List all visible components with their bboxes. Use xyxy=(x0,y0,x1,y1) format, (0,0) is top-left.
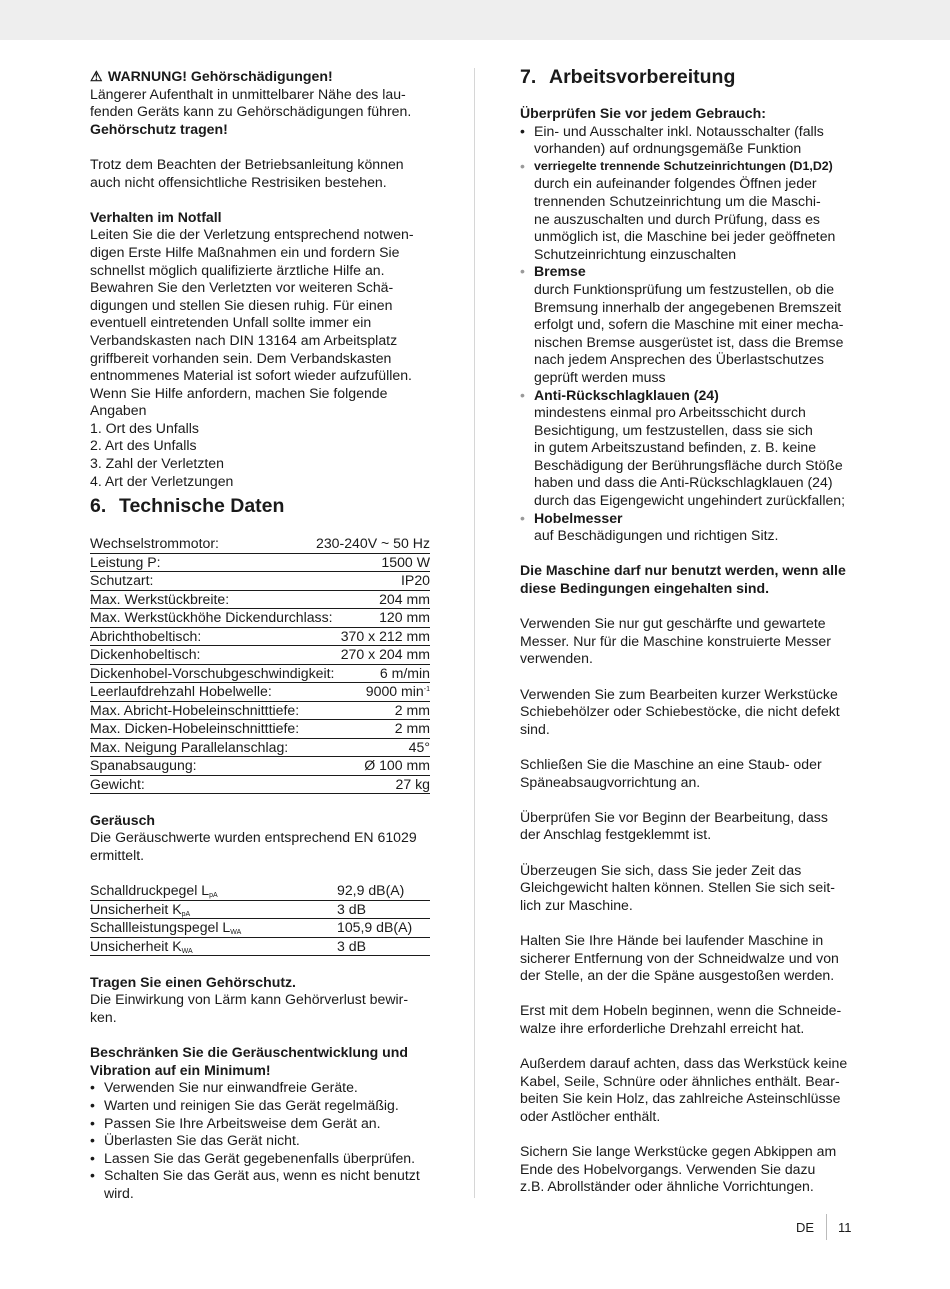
limit-title: Beschränken Sie die Geräuschentwicklung und xyxy=(90,1044,408,1061)
paragraph xyxy=(520,809,865,844)
noise-row xyxy=(90,938,430,957)
noise-label-sub: WA xyxy=(181,947,193,955)
tech-data-table xyxy=(90,535,430,794)
paragraph-line: sicherer Entfernung von der Schneidwalze und von xyxy=(520,949,839,966)
footer-divider xyxy=(826,1214,827,1240)
noise-label-sub: pA xyxy=(181,910,191,918)
paragraph-line: Schiebehölzer oder Schiebestöcke, die nicht defekt xyxy=(520,703,840,720)
tech-value-text: 6 m/min xyxy=(379,664,430,681)
limit-list-item xyxy=(90,1132,430,1150)
tech-label: Max. Werkstückbreite: xyxy=(90,590,230,607)
limit-list-item xyxy=(90,1167,430,1202)
noise-label xyxy=(90,938,337,956)
residual-line: auch nicht offensichtliche Restrisiken bestehen. xyxy=(90,173,387,190)
limit-item-line: • Lassen Sie das Gerät gegebenenfalls überprüfen. xyxy=(104,1149,416,1166)
check-list xyxy=(520,123,865,545)
check-item-line: nischen Bremse ausgerüstet ist, dass die Bremse xyxy=(534,333,844,350)
paragraph-gap xyxy=(520,668,865,686)
tech-label: Dickenhobeltisch: xyxy=(90,646,201,663)
paragraph-gap xyxy=(520,985,865,1003)
tech-label: Max. Dicken-Hobeleinschnitttiefe: xyxy=(90,720,300,737)
check-item-heading: • Anti-Rückschlagklauen (24) xyxy=(534,386,719,403)
check-item-heading: • Bremse xyxy=(534,263,586,280)
paragraph-line: Späneabsaugvorrichtung an. xyxy=(520,773,701,790)
paragraph-line: Verwenden Sie zum Bearbeiten kurzer Werkstücke xyxy=(520,685,838,702)
paragraph-line: sind. xyxy=(520,720,550,737)
tech-label: Max. Neigung Parallelanschlag: xyxy=(90,738,289,755)
tech-value xyxy=(395,720,430,738)
protect-line: Die Einwirkung von Lärm kann Gehörverlust bewir- xyxy=(90,991,409,1008)
section-number: 7. xyxy=(520,66,537,88)
paragraph-gap xyxy=(520,914,865,932)
noise-value: 105,9 dB(A) xyxy=(337,919,413,936)
tech-value-text: 2 mm xyxy=(394,720,430,737)
tech-row xyxy=(90,720,430,739)
warning-line: fenden Geräts kann zu Gehörschädigungen führen. xyxy=(90,103,412,120)
tech-value-text: 9000 min xyxy=(365,683,424,700)
emergency-line: digungen und stellen Sie diesen ruhig. Für einen xyxy=(90,296,393,313)
noise-title: Geräusch xyxy=(90,811,156,828)
tech-row xyxy=(90,628,430,647)
tech-value-text: 2 mm xyxy=(394,701,430,718)
tech-value xyxy=(366,683,430,701)
warning-title: WARNUNG! Gehörschädigungen! xyxy=(107,68,333,84)
noise-row xyxy=(90,901,430,920)
paragraph-line: Kabel, Seile, Schnüre oder ähnliches enthält. Bear- xyxy=(520,1072,840,1089)
paragraph-line: Verwenden Sie nur gut geschärfte und gewartete xyxy=(520,615,826,632)
limit-item-line: • Warten und reinigen Sie das Gerät regelmäßig. xyxy=(104,1096,399,1113)
noise-row xyxy=(90,919,430,938)
tech-value xyxy=(379,591,430,609)
check-item-line: durch ein aufeinander folgendes Öffnen jeder xyxy=(534,175,817,192)
limit-item-line: wird. xyxy=(104,1184,134,1201)
section-title: Technische Daten xyxy=(119,495,285,518)
tech-row xyxy=(90,665,430,684)
noise-value: 92,9 dB(A) xyxy=(337,882,405,899)
limit-list-item xyxy=(90,1115,430,1133)
tech-label: Spanabsaugung: xyxy=(90,757,197,774)
tech-row xyxy=(90,609,430,628)
check-item-line: durch Funktionsprüfung um festzustellen, ob die xyxy=(534,280,835,297)
paragraph-line: oder Astlöcher enthält. xyxy=(520,1107,661,1124)
limit-list-item xyxy=(90,1097,430,1115)
noise-label xyxy=(90,919,337,937)
noise-table xyxy=(90,882,430,956)
paragraph-line: Erst mit dem Hobeln beginnen, wenn die Schneide- xyxy=(520,1002,842,1019)
check-list-item xyxy=(520,387,865,510)
protect-title: Tragen Sie einen Gehörschutz. xyxy=(90,973,296,990)
check-item-line: durch das Eigengewicht ungehindert zurückfallen; xyxy=(534,492,846,509)
check-item-line: vorhanden) auf ordnungsgemäße Funktion xyxy=(534,140,802,157)
check-item-line: ne auszuschalten und durch Prüfung, dass es xyxy=(534,210,820,227)
tech-row xyxy=(90,739,430,758)
tech-value xyxy=(396,776,430,794)
tech-value xyxy=(341,646,430,664)
paragraph-line: verwenden. xyxy=(520,650,593,667)
paragraph-gap xyxy=(520,598,865,616)
tech-row xyxy=(90,702,430,721)
check-list-item xyxy=(520,510,865,545)
paragraph-line: Gleichgewicht halten können. Stellen Sie sich seit- xyxy=(520,879,835,896)
tech-value-text: 270 x 204 mm xyxy=(340,646,430,663)
paragraph-gap xyxy=(520,1037,865,1055)
paragraph-line: Sichern Sie lange Werkstücke gegen Abkippen am xyxy=(520,1143,837,1160)
tech-value-text: 1500 W xyxy=(381,553,430,570)
section-6-heading xyxy=(90,494,430,518)
tech-value xyxy=(401,572,430,590)
emergency-line: digen Erste Hilfe Maßnahmen ein und fordern Sie xyxy=(90,243,400,260)
noise-label-text: Unsicherheit K xyxy=(90,900,182,917)
paragraph-gap xyxy=(520,791,865,809)
emergency-line: 4. Art der Verletzungen xyxy=(90,472,234,489)
check-item-line: in gutem Arbeitszustand befinden, z. B. keine xyxy=(534,439,817,456)
limit-item-line: • Schalten Sie das Gerät aus, wenn es nicht benutzt xyxy=(104,1167,420,1184)
noise-label-text: Schalldruckpegel L xyxy=(90,882,210,899)
section-7-heading xyxy=(520,65,865,89)
check-list-item xyxy=(520,263,865,386)
right-column xyxy=(520,68,865,1196)
check-item-line: Bremsung innerhalb der angegebenen Bremszeit xyxy=(534,298,842,315)
noise-label-sub: pA xyxy=(209,892,218,900)
section-title: Arbeitsvorbereitung xyxy=(549,66,736,88)
emergency-line: Angaben xyxy=(90,402,147,419)
noise-value: 3 dB xyxy=(337,900,366,917)
paragraph-line: beiten Sie kein Holz, das zahlreiche Asteinschlüsse xyxy=(520,1090,841,1107)
tech-value-text: 204 mm xyxy=(379,590,430,607)
check-item-line: unmöglich ist, die Maschine bei jeder geöffneten xyxy=(534,228,836,245)
emergency-line: schnellst möglich qualifizierte ärztliche Hilfe an. xyxy=(90,261,385,278)
tech-row xyxy=(90,591,430,610)
emergency-line: griffbereit vorhanden sein. Dem Verbandskasten xyxy=(90,349,392,366)
tech-value xyxy=(380,665,430,683)
paragraph xyxy=(520,756,865,791)
paragraph-line: Schließen Sie die Maschine an eine Staub- oder xyxy=(520,755,822,772)
emergency-text xyxy=(90,226,430,490)
emergency-line: entnommenes Material ist sofort wieder aufzufüllen. xyxy=(90,367,412,384)
tech-row xyxy=(90,572,430,591)
paragraph xyxy=(520,686,865,739)
paragraph-line: Messer. Nur für die Maschine konstruierte Messer xyxy=(520,632,831,649)
check-list-item xyxy=(520,123,865,158)
check-item-line: Beschädigung der Berührungsfläche durch Stöße xyxy=(534,456,843,473)
tech-value-sup: -1 xyxy=(423,686,430,694)
tech-label: Max. Abricht-Hobeleinschnitttiefe: xyxy=(90,701,300,718)
noise-label-sub: WA xyxy=(230,929,242,937)
tech-value-text: 27 kg xyxy=(395,775,430,792)
check-item-line: auf Beschädigungen und richtigen Sitz. xyxy=(534,527,779,544)
protect-line: ken. xyxy=(90,1009,117,1025)
tech-row xyxy=(90,646,430,665)
tech-label: Wechselstrommotor: xyxy=(90,535,219,552)
check-item-line: trennenden Schutzeinrichtung um die Maschi- xyxy=(534,192,821,209)
tech-label: Abrichthobeltisch: xyxy=(90,627,202,644)
tech-row xyxy=(90,554,430,573)
noise-label xyxy=(90,901,337,919)
check-item-line: geprüft werden muss xyxy=(534,368,666,385)
check-item-line: • Ein- und Ausschalter inkl. Notausschalter (falls xyxy=(534,122,824,139)
tech-row xyxy=(90,757,430,776)
tech-value xyxy=(409,739,430,757)
warning-triangle-icon: ⚠ xyxy=(90,68,103,84)
noise-label xyxy=(90,882,337,900)
paragraph-group xyxy=(520,598,865,844)
paragraph-line: der Stelle, an der die Späne ausgestoßen werden. xyxy=(520,967,835,984)
check-item-line: haben und dass die Anti-Rückschlagklauen (24) xyxy=(534,474,833,491)
tech-label: Schutzart: xyxy=(90,572,154,589)
tech-label: Dickenhobel-Vorschubgeschwindigkeit: xyxy=(90,664,335,681)
emergency-line: 1. Ort des Unfalls xyxy=(90,419,199,436)
tech-value-text: 370 x 212 mm xyxy=(340,627,430,644)
footer-language: DE xyxy=(796,1220,815,1235)
paragraph xyxy=(520,1143,865,1196)
warning-action: Gehörschutz tragen! xyxy=(90,120,228,137)
paragraph-gap xyxy=(520,1125,865,1143)
noise-label-text: Schallleistungspegel L xyxy=(90,919,231,936)
paragraph-line: Überprüfen Sie vor Beginn der Bearbeitung, dass xyxy=(520,808,828,825)
limit-item-line: • Passen Sie Ihre Arbeitsweise dem Gerät an. xyxy=(104,1114,381,1131)
emergency-line: 3. Zahl der Verletzten xyxy=(90,455,224,472)
noise-line: Die Geräuschwerte wurden entsprechend EN 61029 xyxy=(90,829,417,846)
paragraph-group-2 xyxy=(520,862,865,1196)
tech-label: Gewicht: xyxy=(90,775,145,792)
limit-item-line: • Überlasten Sie das Gerät nicht. xyxy=(104,1132,300,1149)
limit-list-item xyxy=(90,1079,430,1097)
noise-label-text: Unsicherheit K xyxy=(90,937,182,954)
paragraph-line: Ende des Hobelvorgangs. Verwenden Sie dazu xyxy=(520,1160,816,1177)
tech-row xyxy=(90,535,430,554)
tech-value-text: Ø 100 mm xyxy=(364,757,430,774)
check-item-line: Besichtigung, um festzustellen, dass sie sich xyxy=(534,421,813,438)
check-item-heading: • Hobelmesser xyxy=(534,509,623,526)
tech-label: Leerlaufdrehzahl Hobelwelle: xyxy=(90,683,272,700)
emergency-line: Bewahren Sie den Verletzten vor weiteren Schä- xyxy=(90,279,394,296)
tech-value xyxy=(364,757,430,775)
paragraph-line: walze ihre erforderliche Drehzahl erreicht hat. xyxy=(520,1019,805,1036)
tech-value xyxy=(395,702,430,720)
column-divider xyxy=(474,68,475,1198)
noise-line: ermittelt. xyxy=(90,847,145,864)
tech-label: Leistung P: xyxy=(90,553,161,570)
tech-value-text: 45° xyxy=(408,738,430,755)
paragraph-line: lich zur Maschine. xyxy=(520,896,633,913)
emergency-line: Wenn Sie Hilfe anfordern, machen Sie folgende xyxy=(90,384,388,401)
emergency-title: Verhalten im Notfall xyxy=(90,208,222,225)
emergency-line: Leiten Sie die der Verletzung entsprechend notwen- xyxy=(90,226,414,243)
emergency-line: Verbandskasten nach DIN 13164 am Arbeitsplatz xyxy=(90,331,398,348)
tech-row xyxy=(90,776,430,795)
tech-value xyxy=(341,628,430,646)
limit-list-item xyxy=(90,1150,430,1168)
check-item-line: nach jedem Ansprechen des Überlastschutzes xyxy=(534,351,824,368)
emergency-line: 2. Art des Unfalls xyxy=(90,437,197,454)
paragraph xyxy=(520,862,865,915)
paragraph-line: Außerdem darauf achten, dass das Werkstück keine xyxy=(520,1055,848,1072)
paragraph xyxy=(520,1055,865,1125)
must-line: Die Maschine darf nur benutzt werden, wenn alle xyxy=(520,562,846,579)
check-item-line: mindestens einmal pro Arbeitsschicht durch xyxy=(534,404,806,421)
residual-line: Trotz dem Beachten der Betriebsanleitung können xyxy=(90,155,404,172)
paragraph-gap xyxy=(520,738,865,756)
check-item-line: erfolgt und, sofern die Maschine mit einer mecha- xyxy=(534,316,844,333)
limit-list xyxy=(90,1079,430,1202)
check-item-line: Schutzeinrichtung einzuschalten xyxy=(534,245,737,262)
tech-value xyxy=(379,609,430,627)
check-list-item xyxy=(520,158,865,264)
section-number: 6. xyxy=(90,495,107,518)
paragraph-line: z.B. Abrollständer oder ähnliche Vorrichtungen. xyxy=(520,1178,814,1195)
must-line: diese Bedingungen eingehalten sind. xyxy=(520,580,770,597)
emergency-line: eventuell eintretenden Unfall sollte immer ein xyxy=(90,314,372,331)
tech-row xyxy=(90,683,430,702)
page-number: 11 xyxy=(838,1220,852,1235)
limit-title: Vibration auf ein Minimum! xyxy=(90,1061,271,1078)
check-title: Überprüfen Sie vor jedem Gebrauch: xyxy=(520,105,766,121)
top-band xyxy=(0,0,950,40)
paragraph xyxy=(520,932,865,985)
paragraph xyxy=(520,1002,865,1037)
warning-heading xyxy=(90,68,430,86)
check-item-heading: • verriegelte trennende Schutzeinrichtungen (D1,D2) xyxy=(534,158,833,173)
paragraph xyxy=(520,615,865,668)
tech-value-text: IP20 xyxy=(401,572,430,589)
limit-item-line: • Verwenden Sie nur einwandfreie Geräte. xyxy=(104,1079,358,1096)
warning-line: Längerer Aufenthalt in unmittelbarer Nähe des lau- xyxy=(90,85,406,102)
tech-value xyxy=(381,554,430,572)
tech-value-text: 120 mm xyxy=(379,609,430,626)
tech-label: Max. Werkstückhöhe Dickendurchlass: xyxy=(90,609,333,626)
noise-value: 3 dB xyxy=(337,937,366,954)
tech-value-text: 230-240V ~ 50 Hz xyxy=(315,535,430,552)
tech-value xyxy=(316,535,430,553)
paragraph-line: Überzeugen Sie sich, dass Sie jeder Zeit das xyxy=(520,861,802,878)
noise-row xyxy=(90,882,430,901)
paragraph-line: der Anschlag festgeklemmt ist. xyxy=(520,826,712,843)
paragraph-line: Halten Sie Ihre Hände bei laufender Maschine in xyxy=(520,931,824,948)
left-column xyxy=(90,68,430,1203)
